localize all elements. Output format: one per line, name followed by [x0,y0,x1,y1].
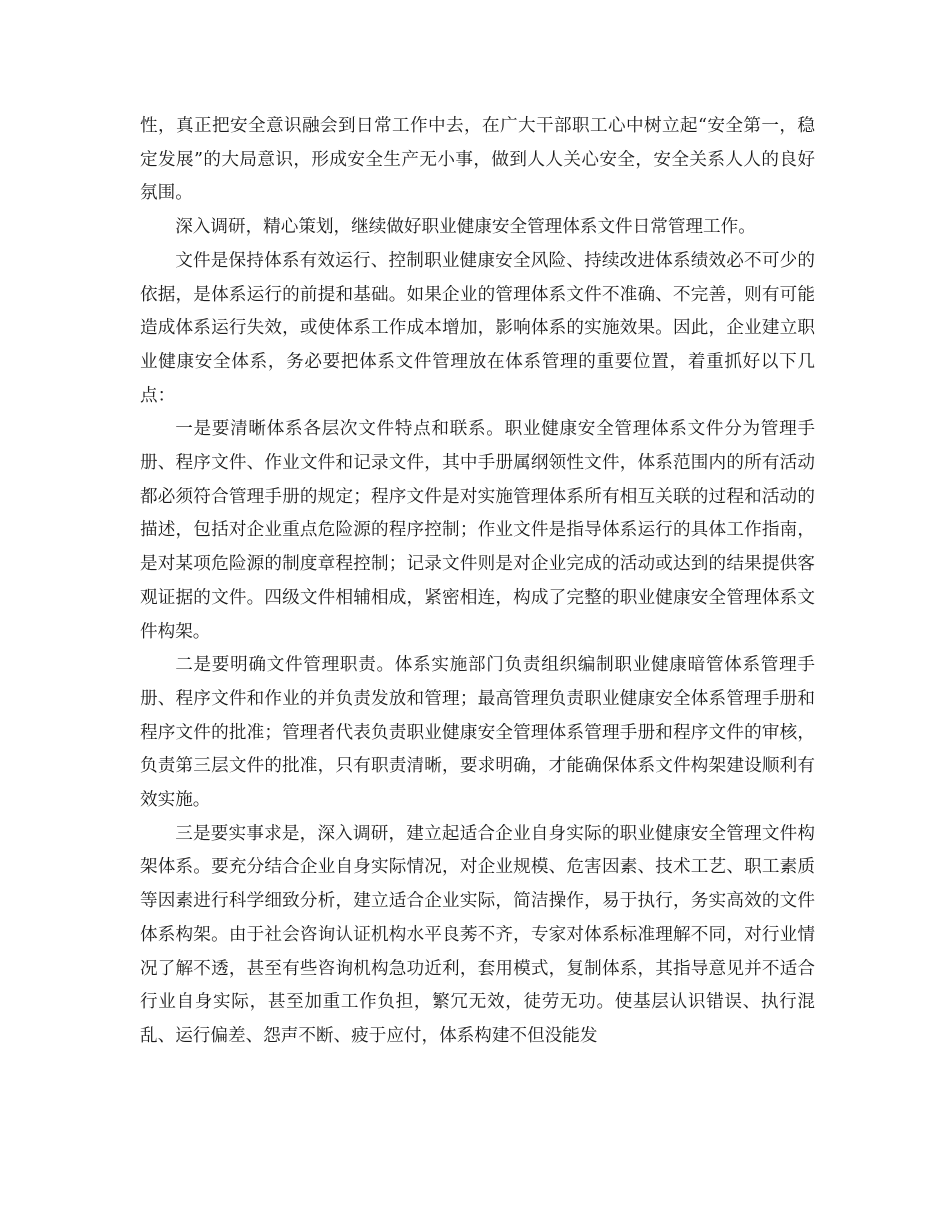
paragraph-continuation: 性，真正把安全意识融会到日常工作中去，在广大干部职工心中树立起“安全第一，稳定发展”的大局意识，形成安全生产无小事，做到人人关心安全，安全关系人人的良好氛围。 [140,116,815,204]
paragraph-point-three: 三是要实事求是，深入调研，建立起适合企业自身实际的职业健康安全管理文件构架体系。要充分结合企业自身实际情况，对企业规模、危害因素、技术工艺、职工素质等因素进行科学细致分析，建立适合企业实际，简洁操作，易于执行，务实高效的文件体系构架。由于社会咨询认证机构水平良莠不齐，专家对体系标准理解不同，对行业情况了解不透，甚至有些咨询机构急功近利，套用模式，复制体系，其指导意见并不适合行业自身实际，甚至加重工作负担，繁冗无效，徒劳无功。使基层认识错误、执行混乱、运行偏差、怨声不断、疲于应付，体系构建不但没能发 [140,823,815,1046]
document-body [140,110,815,1054]
paragraph-point-two: 二是要明确文件管理职责。体系实施部门负责组织编制职业健康暗管体系管理手册、程序文件和作业的并负责发放和管理；最高管理负责职业健康安全体系管理手册和程序文件的批准；管理者代表负责职业健康安全管理体系管理手册和程序文件的审核，负责第三层文件的批准，只有职责清晰，要求明确，才能确保体系文件构架建设顺利有效实施。 [140,655,815,811]
paragraph-heading-research: 深入调研，精心策划，继续做好职业健康安全管理体系文件日常管理工作。 [175,217,756,238]
paragraph-document-basis: 文件是保持体系有效运行、控制职业健康安全风险、持续改进体系绩效必不可少的依据，是体系运行的前提和基础。如果企业的管理体系文件不准确、不完善，则有可能造成体系运行失效，或使体系工作成本增加，影响体系的实施效果。因此，企业建立职业健康安全体系，务必要把体系文件管理放在体系管理的重要位置，着重抓好以下几点： [140,250,815,406]
paragraph-point-one: 一是要清晰体系各层次文件特点和联系。职业健康安全管理体系文件分为管理手册、程序文件、作业文件和记录文件，其中手册属纲领性文件，体系范围内的所有活动都必须符合管理手册的规定；程序文件是对实施管理体系所有相互关联的过程和活动的描述，包括对企业重点危险源的程序控制；作业文件是指导体系运行的具体工作指南，是对某项危险源的制度章程控制；记录文件则是对企业完成的活动或达到的结果提供客观证据的文件。四级文件相辅相成，紧密相连，构成了完整的职业健康安全管理体系文件构架。 [140,419,815,642]
